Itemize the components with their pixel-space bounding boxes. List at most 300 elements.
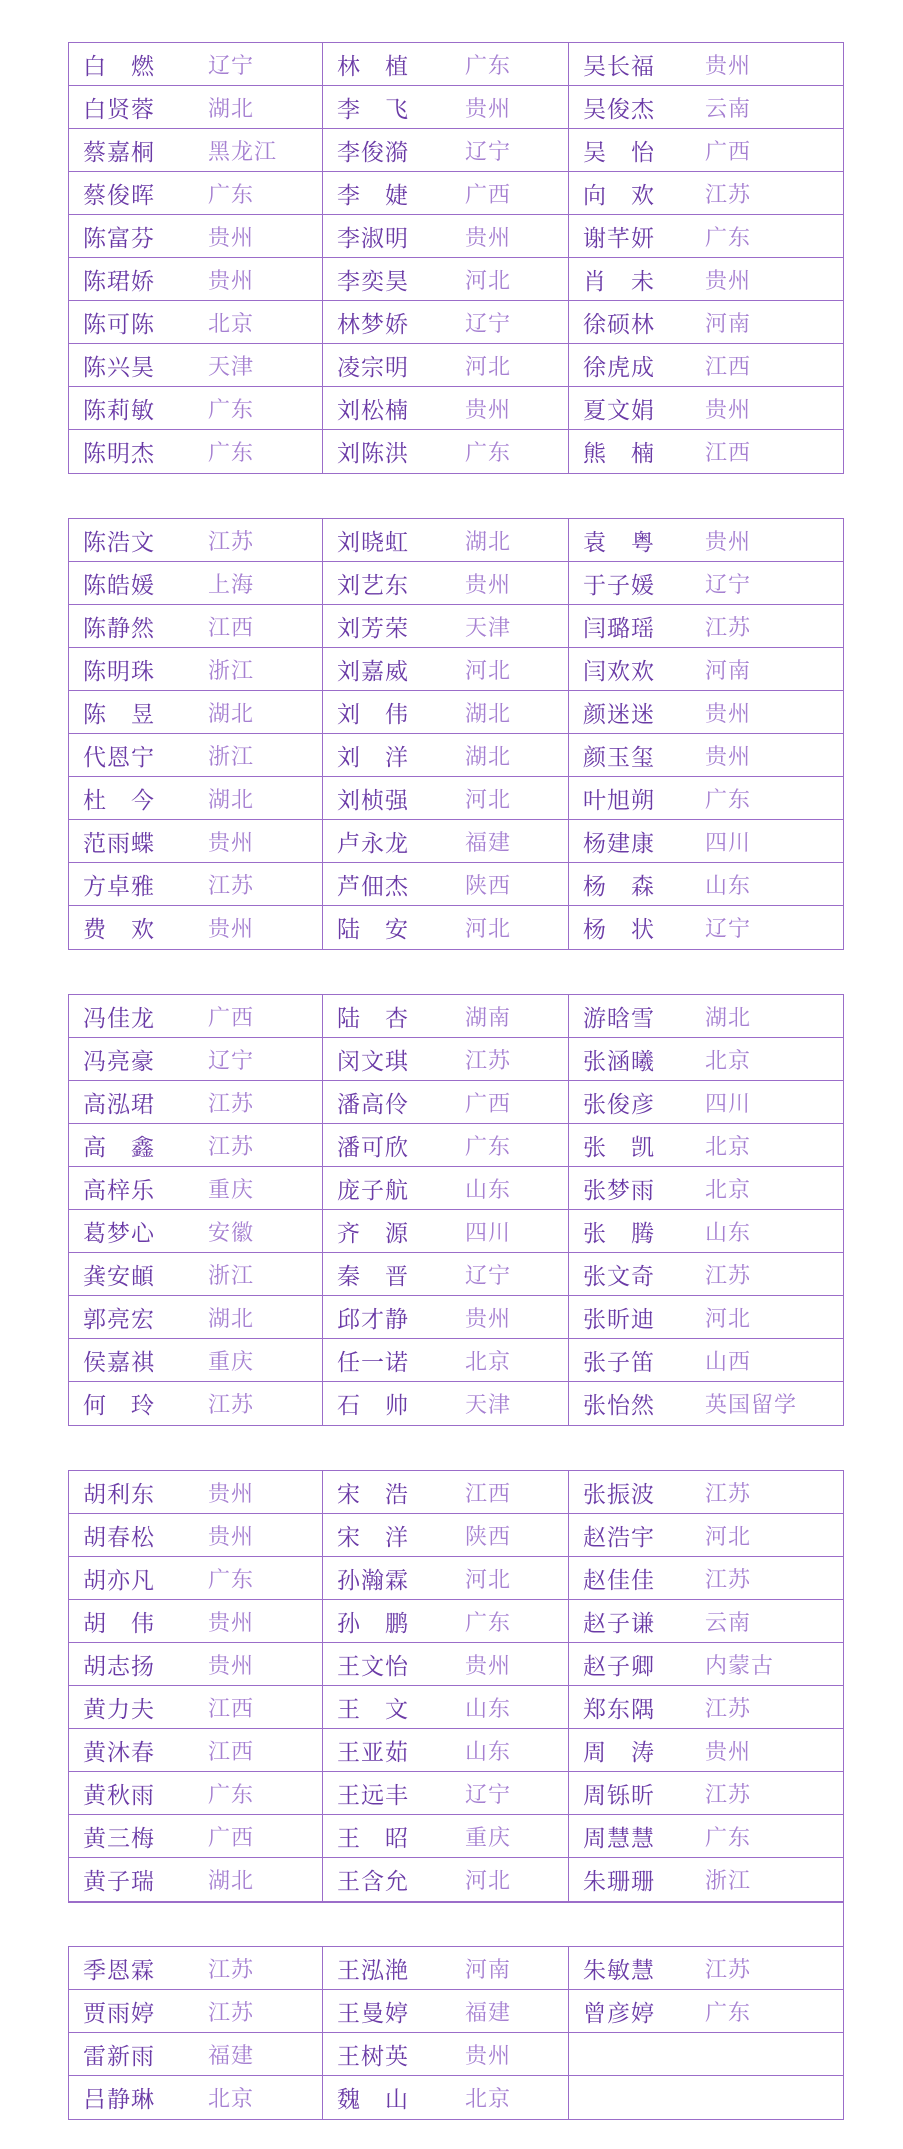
student-name: 龚安頔 [83,1263,155,1290]
student-province: 河北 [465,1869,512,1894]
student-name: 王含允 [337,1869,409,1895]
student-cell [569,863,843,905]
table-row [69,1947,843,1990]
student-cell [323,820,569,862]
student-province: 辽宁 [465,311,512,337]
student-cell [323,129,569,171]
student-cell [323,1643,569,1685]
student-province: 重庆 [208,1177,255,1203]
student-province: 贵州 [208,1653,255,1679]
student-cell [323,215,569,257]
student-name: 王文怡 [337,1653,409,1680]
student-name: 王泓滟 [337,1957,409,1984]
student-province: 贵州 [465,96,512,122]
student-cell [323,258,569,300]
student-province: 贵州 [465,225,512,251]
student-province: 山东 [465,1739,512,1765]
roster-block [68,1470,844,1902]
student-province: 贵州 [705,268,752,294]
student-name: 宋 浩 [337,1481,409,1508]
table-row [69,562,843,605]
student-province: 河南 [705,658,752,684]
student-province: 山东 [465,1177,512,1203]
student-name: 陈明珠 [83,658,155,685]
student-province: 江苏 [208,1134,255,1160]
student-cell [69,1253,323,1295]
student-cell [69,1729,323,1771]
student-province: 广西 [208,1005,255,1031]
student-name: 任一诺 [337,1349,409,1376]
student-cell [569,1253,843,1295]
student-province: 江苏 [705,1782,752,1808]
student-province: 北京 [705,1177,752,1203]
table-row [69,1815,843,1858]
table-row [69,1339,843,1382]
student-province: 贵州 [208,830,255,856]
student-name: 林 植 [337,53,409,80]
student-cell [569,215,843,257]
student-cell [569,1990,843,2032]
student-province: 贵州 [705,744,752,770]
student-province: 贵州 [208,1610,255,1636]
student-cell [569,734,843,776]
student-province: 江苏 [705,615,752,641]
student-name: 杨 状 [583,917,655,943]
student-cell [323,1686,569,1728]
student-cell [69,1339,323,1381]
student-cell [323,1772,569,1814]
student-province: 贵州 [208,225,255,251]
block-spacer [68,1426,844,1470]
student-name: 郭亮宏 [83,1306,155,1333]
student-province: 山西 [705,1349,752,1375]
student-cell [69,1686,323,1728]
student-cell [323,1729,569,1771]
student-cell [569,519,843,561]
table-row [69,1471,843,1514]
student-name: 陈可陈 [83,311,155,338]
student-province: 浙江 [705,1869,752,1894]
student-cell [569,1038,843,1080]
student-name: 谢芊妍 [583,225,655,252]
student-province: 江苏 [208,873,255,899]
student-name: 刘 洋 [337,744,409,771]
student-cell [323,863,569,905]
student-name: 颜迷迷 [583,701,655,728]
table-row [69,172,843,215]
student-name: 张振波 [583,1481,655,1508]
table-row [69,1686,843,1729]
student-province: 江苏 [208,2000,255,2026]
student-province: 江苏 [208,1091,255,1117]
student-name: 刘陈洪 [337,441,409,467]
student-province: 河南 [705,311,752,337]
student-cell [323,1339,569,1381]
student-cell [569,43,843,85]
student-name: 代恩宁 [83,744,155,771]
student-cell [569,995,843,1037]
student-province: 北京 [208,311,255,337]
student-cell [69,1557,323,1599]
student-name: 石 帅 [337,1393,409,1419]
student-cell [323,1124,569,1166]
student-name: 白贤蓉 [83,96,155,123]
student-province: 贵州 [705,53,752,79]
student-name: 孙 鹏 [337,1610,409,1637]
student-province: 广东 [705,2000,752,2026]
student-province: 安徽 [208,1220,255,1246]
student-cell [569,1643,843,1685]
student-cell [69,1858,323,1901]
student-cell [323,1947,569,1989]
student-province: 云南 [705,96,752,122]
student-name: 庞子航 [337,1177,409,1204]
student-name: 雷新雨 [83,2043,155,2070]
student-name: 刘 伟 [337,701,409,728]
table-row [69,519,843,562]
student-name: 陈 昱 [83,701,155,728]
student-name: 袁 粤 [583,529,655,556]
roster-block [68,994,844,1426]
student-province: 江西 [208,615,255,641]
student-province: 河北 [465,354,512,380]
student-cell [569,1081,843,1123]
student-name: 冯亮豪 [83,1048,155,1075]
student-cell [323,86,569,128]
student-province: 辽宁 [208,1048,255,1074]
student-province: 四川 [705,830,752,856]
student-name: 魏 山 [337,2087,409,2113]
table-row [69,2033,843,2076]
student-cell [569,777,843,819]
student-cell [323,1210,569,1252]
student-cell [69,258,323,300]
student-cell [323,691,569,733]
student-name: 王树英 [337,2043,409,2070]
student-cell [569,86,843,128]
student-cell [69,1772,323,1814]
student-province: 江苏 [705,1567,752,1593]
student-name: 费 欢 [83,917,155,943]
table-row [69,1038,843,1081]
student-cell [569,820,843,862]
student-province: 广东 [465,1134,512,1160]
student-province: 湖北 [208,701,255,727]
student-cell [569,387,843,429]
student-name: 王 昭 [337,1825,409,1852]
student-name: 周铄昕 [583,1782,655,1809]
table-row [69,820,843,863]
table-row [69,1858,843,1901]
student-name: 王远丰 [337,1782,409,1809]
student-province: 辽宁 [465,1782,512,1808]
student-name: 闵文琪 [337,1048,409,1075]
student-name: 肖 未 [583,268,655,295]
student-name: 芦佃杰 [337,873,409,900]
student-province: 江苏 [465,1048,512,1074]
student-province: 河北 [465,787,512,813]
student-cell [69,562,323,604]
student-province: 贵州 [465,572,512,598]
student-province: 河北 [465,917,512,942]
student-cell [69,863,323,905]
student-province: 江苏 [705,182,752,208]
student-name: 颜玉玺 [583,744,655,771]
student-cell [569,605,843,647]
student-name: 曾彦婷 [583,2000,655,2027]
table-row [69,43,843,86]
table-row [69,1772,843,1815]
student-province: 广西 [465,182,512,208]
student-name: 林梦娇 [337,311,409,338]
student-name: 朱珊珊 [583,1869,655,1895]
student-province: 贵州 [705,701,752,727]
student-name: 周慧慧 [583,1825,655,1852]
student-name: 胡亦凡 [83,1567,155,1594]
student-province: 江西 [705,354,752,380]
student-province: 湖北 [465,529,512,555]
student-cell [69,1643,323,1685]
student-province: 江西 [705,441,752,466]
student-province: 贵州 [705,397,752,423]
student-name: 吴俊杰 [583,96,655,123]
table-row [69,906,843,949]
student-cell [69,691,323,733]
student-cell [69,1382,323,1425]
student-province: 辽宁 [705,917,752,942]
student-province: 重庆 [208,1349,255,1375]
student-cell [323,1990,569,2032]
student-name: 于子媛 [583,572,655,599]
student-cell [69,1296,323,1338]
student-province: 贵州 [705,1739,752,1765]
student-province: 河北 [465,1567,512,1593]
student-cell [69,2076,323,2119]
student-name: 白 燃 [83,53,155,80]
student-cell [69,1947,323,1989]
student-province: 湖北 [208,96,255,122]
table-row [69,1210,843,1253]
student-province: 湖北 [465,744,512,770]
student-province: 湖北 [208,787,255,813]
table-row [69,86,843,129]
table-row [69,1167,843,1210]
student-cell [569,1815,843,1857]
student-province: 云南 [705,1610,752,1636]
student-cell [69,430,323,473]
student-name: 张怡然 [583,1393,655,1419]
student-cell [569,562,843,604]
student-name: 张涵曦 [583,1048,655,1075]
student-name: 陈明杰 [83,441,155,467]
table-row [69,1124,843,1167]
student-name: 陆 杏 [337,1005,409,1032]
student-name: 叶旭朔 [583,787,655,814]
student-province: 江西 [465,1481,512,1507]
student-province: 浙江 [208,658,255,684]
student-cell [69,2033,323,2075]
student-name: 陈兴昊 [83,354,155,381]
student-name: 向 欢 [583,182,655,209]
student-cell [569,301,843,343]
roster-block [68,1946,844,2120]
student-cell [69,1471,323,1513]
student-cell [69,648,323,690]
student-cell [69,1815,323,1857]
table-row [69,1557,843,1600]
student-name: 赵子谦 [583,1610,655,1637]
student-name: 刘桢强 [337,787,409,814]
student-name: 李 飞 [337,96,409,123]
student-province: 辽宁 [465,1263,512,1289]
student-cell [69,172,323,214]
student-cell [569,1772,843,1814]
student-name: 杨建康 [583,830,655,857]
student-name: 陈莉敏 [83,397,155,424]
student-cell [323,1600,569,1642]
student-name: 闫璐瑶 [583,615,655,642]
student-name: 秦 晋 [337,1263,409,1290]
student-name: 胡 伟 [83,1610,155,1637]
student-province: 河北 [465,268,512,294]
student-cell [323,1253,569,1295]
student-name: 熊 楠 [583,441,655,467]
student-cell [323,301,569,343]
student-name: 李俊漪 [337,139,409,166]
table-row [69,1382,843,1425]
student-cell [69,1038,323,1080]
student-cell [69,1167,323,1209]
table-row [69,691,843,734]
student-name: 胡利东 [83,1481,155,1508]
student-province: 福建 [465,830,512,856]
student-cell [69,1600,323,1642]
student-cell [323,1167,569,1209]
student-name: 高梓乐 [83,1177,155,1204]
student-cell [323,1471,569,1513]
student-cell [69,906,323,949]
student-province: 北京 [705,1048,752,1074]
student-province: 广东 [705,787,752,813]
student-province: 山东 [705,1220,752,1246]
student-cell [69,301,323,343]
student-province: 贵州 [208,1481,255,1507]
student-name: 陆 安 [337,917,409,943]
student-cell [69,820,323,862]
student-province: 河北 [705,1524,752,1550]
student-name: 吴 怡 [583,139,655,166]
student-province: 北京 [208,2087,255,2112]
student-province: 北京 [705,1134,752,1160]
student-name: 陈珺娇 [83,268,155,295]
student-cell [569,1858,843,1901]
student-name: 游晗雪 [583,1005,655,1032]
student-cell [569,1686,843,1728]
student-cell [69,519,323,561]
student-province: 内蒙古 [705,1653,775,1679]
student-province: 贵州 [705,529,752,555]
student-name: 高 鑫 [83,1134,155,1161]
student-province: 广东 [465,441,512,466]
student-roster-table [68,42,844,2120]
student-name: 张梦雨 [583,1177,655,1204]
student-province: 上海 [208,572,255,598]
student-name: 刘松楠 [337,397,409,424]
student-province: 福建 [208,2043,255,2069]
student-name: 李淑明 [337,225,409,252]
student-cell [323,995,569,1037]
student-name: 宋 洋 [337,1524,409,1551]
student-cell [569,129,843,171]
student-name: 郑东隅 [583,1696,655,1723]
student-name: 张文奇 [583,1263,655,1290]
student-province: 北京 [465,2087,512,2112]
student-province: 江苏 [705,1957,752,1983]
student-cell [569,1382,843,1425]
student-name: 齐 源 [337,1220,409,1247]
student-cell [69,777,323,819]
student-name: 胡志扬 [83,1653,155,1680]
block-spacer [68,1902,844,1946]
table-row [69,344,843,387]
student-cell [69,43,323,85]
student-cell [69,86,323,128]
table-row [69,1643,843,1686]
student-province: 贵州 [208,268,255,294]
student-cell [69,734,323,776]
student-province: 湖北 [465,701,512,727]
student-cell [323,387,569,429]
student-name: 刘嘉威 [337,658,409,685]
student-province: 广西 [465,1091,512,1117]
student-cell [323,605,569,647]
student-province: 江西 [208,1696,255,1722]
student-name: 王亚茹 [337,1739,409,1766]
table-row [69,1296,843,1339]
student-name: 王 文 [337,1696,409,1723]
student-province: 广东 [208,1782,255,1808]
student-name: 葛梦心 [83,1220,155,1247]
student-cell [569,1600,843,1642]
student-name: 高泓珺 [83,1091,155,1118]
student-province: 北京 [465,1349,512,1375]
student-name: 陈静然 [83,615,155,642]
student-cell [323,734,569,776]
student-province: 河北 [465,658,512,684]
table-row [69,258,843,301]
student-cell [69,1124,323,1166]
block-spacer [68,950,844,994]
student-cell [569,2076,843,2119]
student-province: 贵州 [208,917,255,942]
student-cell [323,1858,569,1901]
student-name: 潘可欣 [337,1134,409,1161]
table-row [69,648,843,691]
student-name: 冯佳龙 [83,1005,155,1032]
student-cell [69,1514,323,1556]
student-name: 何 玲 [83,1393,155,1419]
student-province: 江苏 [705,1263,752,1289]
student-province: 广东 [208,182,255,208]
student-name: 吴长福 [583,53,655,80]
student-cell [323,1557,569,1599]
table-row [69,387,843,430]
student-province: 湖北 [208,1306,255,1332]
student-name: 吕静琳 [83,2087,155,2113]
student-name: 李奕昊 [337,268,409,295]
student-cell [323,648,569,690]
student-province: 湖南 [465,1005,512,1031]
